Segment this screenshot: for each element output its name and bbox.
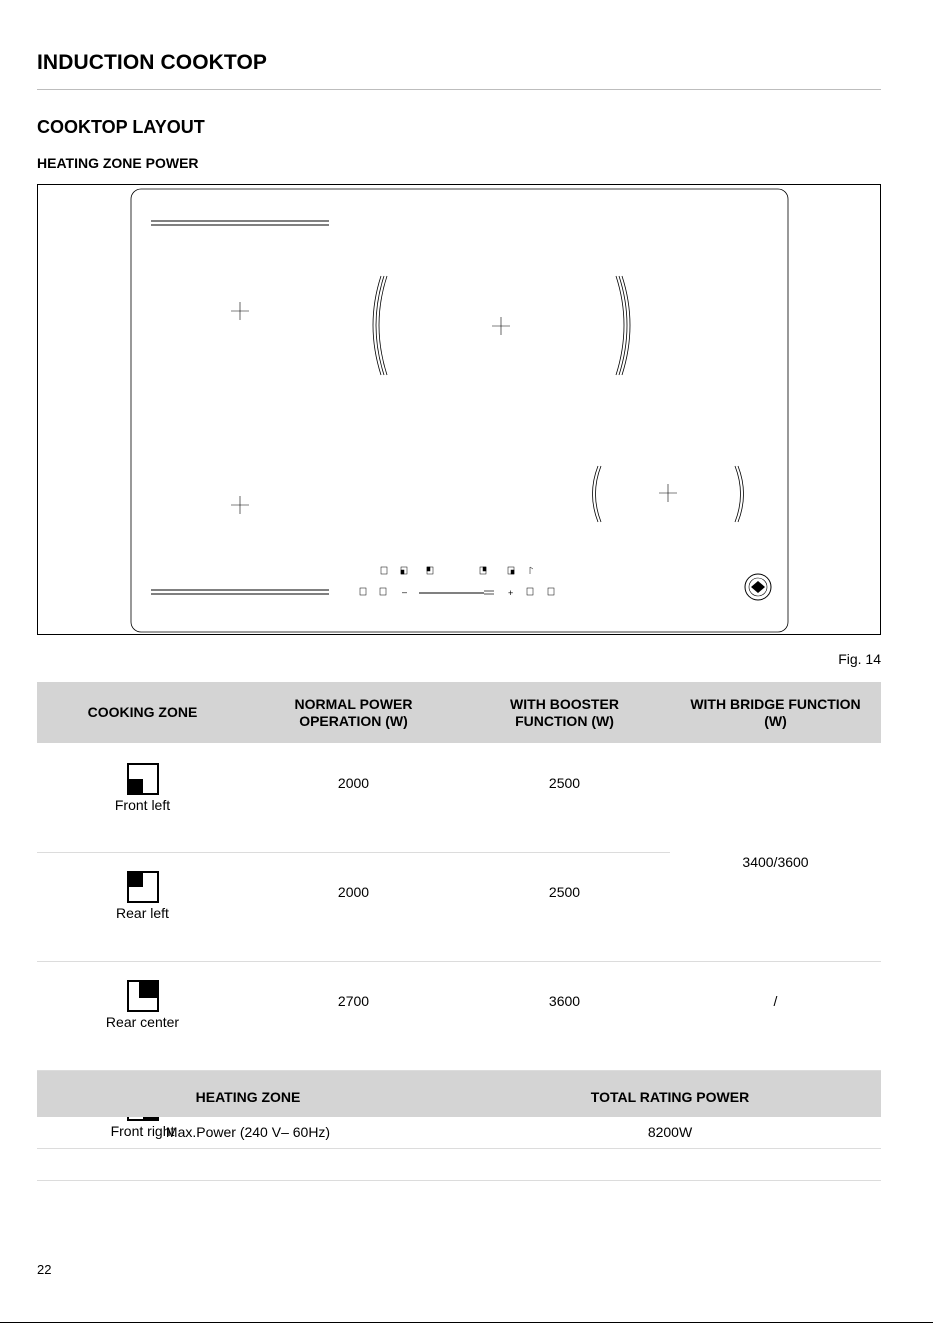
zone-label: Rear left bbox=[116, 905, 169, 921]
footer-divider bbox=[0, 1322, 933, 1323]
rear-left-zone-icon bbox=[127, 871, 159, 903]
header-heating-zone: HEATING ZONE bbox=[37, 1071, 459, 1117]
header-booster-line2: FUNCTION (W) bbox=[515, 712, 614, 729]
table-row bbox=[37, 1117, 881, 1149]
front-left-zone-center bbox=[231, 496, 249, 514]
header-normal-power bbox=[248, 682, 459, 743]
control-slider-row bbox=[360, 588, 554, 595]
zone-label: Rear center bbox=[105, 1014, 180, 1030]
header-cooking-zone: COOKING ZONE bbox=[37, 682, 248, 743]
bridge-power-cell: / bbox=[670, 962, 881, 1071]
normal-power-cell: 2000 bbox=[248, 853, 459, 962]
header-booster-line1: WITH BOOSTER bbox=[510, 695, 619, 712]
zone-label: Front right bbox=[110, 1123, 175, 1139]
brand-emblem-icon bbox=[745, 574, 771, 600]
cooktop-drawing bbox=[38, 185, 880, 634]
bridge-power-cell: 3400/3600 bbox=[670, 743, 881, 962]
table-header-row bbox=[37, 682, 881, 743]
table-row bbox=[37, 743, 881, 853]
total-rating-power-table bbox=[37, 1071, 881, 1149]
figure-caption: Fig. 14 bbox=[838, 651, 881, 667]
header-bridge-line2: (W) bbox=[764, 712, 787, 729]
max-power-label: Max.Power (240 V– 60Hz) bbox=[37, 1117, 459, 1149]
header-normal-power-line2: OPERATION (W) bbox=[299, 712, 408, 729]
rear-center-zone-icon bbox=[127, 980, 159, 1012]
table-row bbox=[37, 962, 881, 1071]
rear-left-zone-center bbox=[231, 302, 249, 320]
rear-left-zone-mark bbox=[151, 221, 329, 225]
document-title: INDUCTION COOKTOP bbox=[37, 51, 267, 74]
front-left-zone-mark bbox=[151, 590, 329, 594]
zone-cell bbox=[37, 853, 248, 962]
zone-label: Front left bbox=[114, 797, 171, 813]
zone-cell bbox=[37, 962, 248, 1071]
table-header-row bbox=[37, 1071, 881, 1117]
glass-top-outline bbox=[131, 189, 788, 632]
title-divider bbox=[37, 89, 881, 90]
cooktop-layout-figure bbox=[37, 184, 881, 635]
control-plus-label: + bbox=[508, 588, 514, 598]
zone-selector-icons bbox=[381, 567, 533, 574]
section-title: COOKTOP LAYOUT bbox=[37, 117, 205, 137]
header-booster bbox=[459, 682, 670, 743]
header-normal-power-line1: NORMAL POWER bbox=[294, 695, 413, 712]
control-minus-label: – bbox=[402, 587, 408, 597]
booster-power-cell: 3600 bbox=[459, 962, 670, 1071]
subsection-title: HEATING ZONE POWER bbox=[37, 155, 199, 171]
normal-power-cell: 2000 bbox=[248, 743, 459, 853]
header-bridge-line1: WITH BRIDGE FUNCTION bbox=[690, 695, 861, 712]
header-bridge bbox=[670, 682, 881, 743]
header-total-rating-power: TOTAL RATING POWER bbox=[459, 1071, 881, 1117]
booster-power-cell: 2500 bbox=[459, 743, 670, 853]
rear-center-zone-outline bbox=[373, 276, 630, 375]
page-number: 22 bbox=[37, 1262, 52, 1277]
total-power-value: 8200W bbox=[459, 1117, 881, 1149]
booster-power-cell: 2500 bbox=[459, 853, 670, 962]
front-right-zone-center bbox=[659, 484, 677, 502]
front-left-zone-icon bbox=[127, 763, 159, 795]
rear-center-zone-center bbox=[492, 317, 510, 335]
normal-power-cell: 2700 bbox=[248, 962, 459, 1071]
zone-cell bbox=[37, 743, 248, 853]
